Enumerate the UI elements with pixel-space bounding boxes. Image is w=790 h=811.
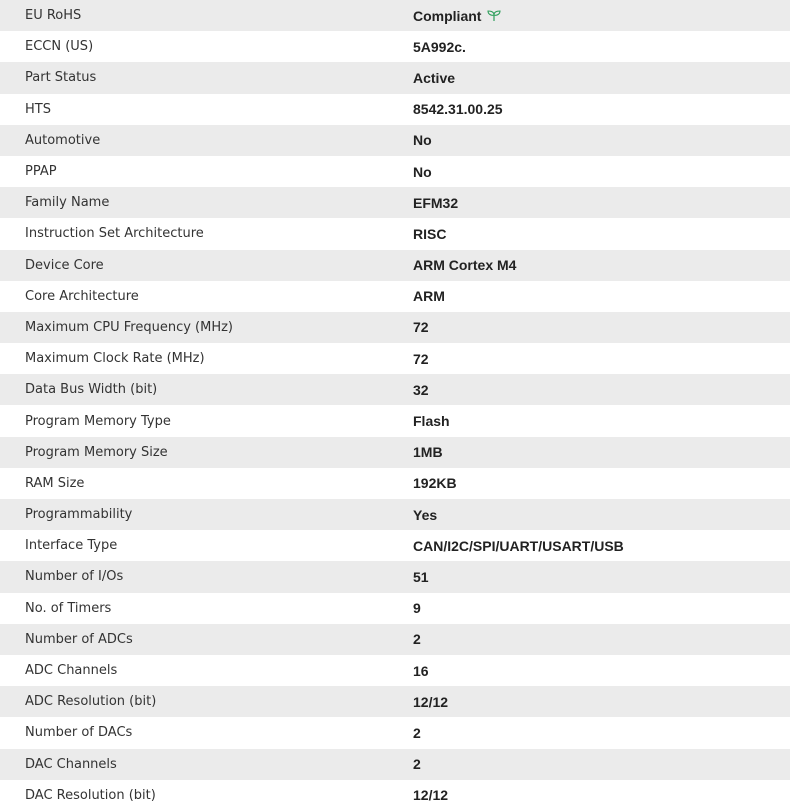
- spec-label: Family Name: [25, 195, 110, 211]
- table-row: [0, 624, 790, 655]
- spec-label: Part Status: [25, 70, 97, 86]
- table-row: [0, 655, 790, 686]
- spec-label: Data Bus Width (bit): [25, 382, 158, 398]
- spec-label: No. of Timers: [25, 600, 112, 616]
- spec-label: ADC Channels: [25, 663, 118, 679]
- spec-value: Flash: [413, 413, 450, 430]
- spec-label: EU RoHS: [25, 8, 82, 24]
- spec-value: CAN/I2C/SPI/UART/USART/USB: [413, 537, 624, 554]
- spec-value: 72: [413, 350, 429, 367]
- table-row: [0, 437, 790, 468]
- table-row: [0, 218, 790, 249]
- table-row: [0, 468, 790, 499]
- spec-label: PPAP: [25, 164, 57, 180]
- table-row: [0, 499, 790, 530]
- spec-value-cell: [413, 0, 790, 31]
- spec-value: ARM: [413, 288, 445, 305]
- spec-label: Number of I/Os: [25, 569, 124, 585]
- spec-value: 16: [413, 662, 429, 679]
- spec-value: 1MB: [413, 444, 443, 461]
- table-row: [0, 125, 790, 156]
- table-row: [0, 187, 790, 218]
- spec-label: RAM Size: [25, 475, 85, 491]
- table-row: [0, 749, 790, 780]
- spec-value: 32: [413, 381, 429, 398]
- spec-value: 192KB: [413, 475, 457, 492]
- table-row: [0, 530, 790, 561]
- spec-label: ADC Resolution (bit): [25, 694, 157, 710]
- table-row: [0, 312, 790, 343]
- table-row: [0, 780, 790, 811]
- table-row: [0, 0, 790, 31]
- table-row: [0, 405, 790, 436]
- spec-value: No: [413, 132, 432, 149]
- spec-value: 2: [413, 631, 421, 648]
- spec-value: 12/12: [413, 787, 449, 804]
- spec-value: 12/12: [413, 693, 449, 710]
- spec-value: No: [413, 163, 432, 180]
- spec-value: 8542.31.00.25: [413, 101, 503, 118]
- spec-value: 51: [413, 568, 429, 585]
- table-row: [0, 281, 790, 312]
- spec-value: ARM Cortex M4: [413, 257, 517, 274]
- spec-label: Automotive: [25, 132, 101, 148]
- spec-label: Maximum Clock Rate (MHz): [25, 351, 205, 367]
- table-row: [0, 62, 790, 93]
- spec-value: 72: [413, 319, 429, 336]
- table-row: [0, 343, 790, 374]
- spec-label: Instruction Set Architecture: [25, 226, 204, 242]
- spec-label: HTS: [25, 101, 51, 117]
- spec-value: 5A992c.: [413, 38, 466, 55]
- spec-label: DAC Resolution (bit): [25, 787, 156, 803]
- spec-value: Compliant: [413, 7, 482, 24]
- spec-label: Number of DACs: [25, 725, 133, 741]
- spec-value: Active: [413, 69, 456, 86]
- spec-label: Maximum CPU Frequency (MHz): [25, 319, 233, 335]
- spec-label: Number of ADCs: [25, 631, 133, 647]
- table-row: [0, 717, 790, 748]
- table-row: [0, 374, 790, 405]
- spec-label: Device Core: [25, 257, 104, 273]
- spec-label: Program Memory Type: [25, 413, 171, 429]
- leaf-icon[interactable]: [487, 9, 501, 21]
- spec-value: RISC: [413, 225, 447, 242]
- table-row: [0, 250, 790, 281]
- table-row: [0, 156, 790, 187]
- spec-label: Core Architecture: [25, 288, 139, 304]
- spec-label: DAC Channels: [25, 756, 117, 772]
- table-row: [0, 561, 790, 592]
- spec-value: Yes: [413, 506, 438, 523]
- spec-value: 9: [413, 600, 421, 617]
- table-row: [0, 593, 790, 624]
- table-row: [0, 31, 790, 62]
- table-row: [0, 94, 790, 125]
- spec-label: Interface Type: [25, 538, 118, 554]
- spec-value: 2: [413, 724, 421, 741]
- spec-label: Program Memory Size: [25, 444, 168, 460]
- spec-value: 2: [413, 756, 421, 773]
- spec-label: Programmability: [25, 507, 133, 523]
- spec-label: ECCN (US): [25, 39, 94, 55]
- table-row: [0, 686, 790, 717]
- spec-value: EFM32: [413, 194, 459, 211]
